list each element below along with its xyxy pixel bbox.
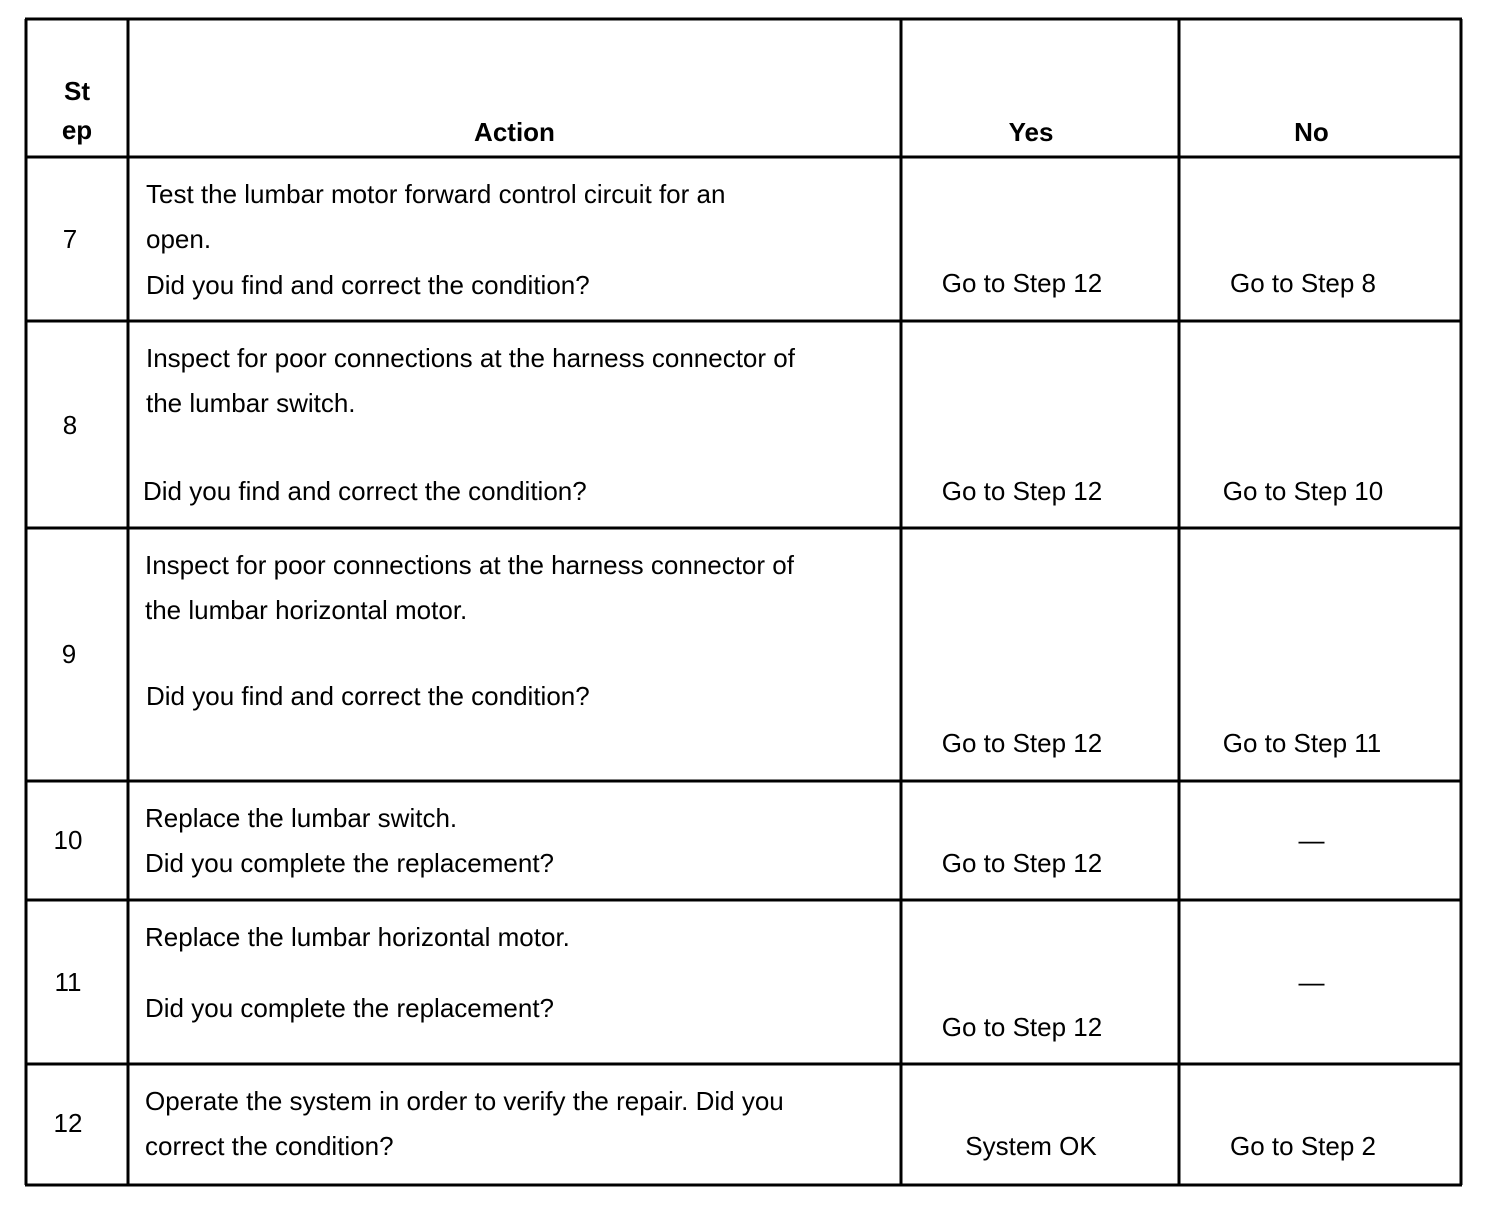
action-text: Replace the lumbar switch.	[145, 803, 458, 833]
action-text: the lumbar switch.	[146, 388, 356, 418]
yes-result: Go to Step 12	[941, 728, 1103, 758]
step-number: 9	[61, 639, 77, 669]
action-text: Test the lumbar motor forward control circuit for an	[146, 179, 726, 209]
action-text: Did you find and correct the condition?	[143, 476, 587, 506]
action-text: Operate the system in order to verify the repair. Did you	[145, 1086, 784, 1116]
step-number: 12	[53, 1108, 83, 1138]
no-result: Go to Step 8	[1230, 268, 1376, 298]
step-number: 11	[54, 967, 82, 997]
no-result: Go to Step 11	[1222, 728, 1382, 758]
step-number: 8	[62, 410, 78, 440]
yes-result: Go to Step 12	[941, 1012, 1103, 1042]
yes-result: System OK	[965, 1131, 1097, 1161]
yes-result: Go to Step 12	[941, 476, 1103, 506]
action-text: correct the condition?	[145, 1131, 394, 1161]
step-number: 10	[53, 825, 83, 855]
yes-result: Go to Step 12	[941, 848, 1103, 878]
action-text: Did you find and correct the condition?	[146, 681, 590, 711]
no-result: Go to Step 2	[1230, 1131, 1376, 1161]
no-result: —	[1298, 825, 1325, 855]
header-yes: Yes	[1008, 117, 1054, 147]
step-number: 7	[62, 224, 78, 254]
yes-result: Go to Step 12	[941, 268, 1103, 298]
action-text: Did you complete the replacement?	[145, 993, 555, 1023]
action-text: Inspect for poor connections at the harness connector of	[145, 550, 794, 580]
action-text: Replace the lumbar horizontal motor.	[145, 922, 570, 952]
action-text: Did you find and correct the condition?	[146, 270, 590, 300]
action-text: the lumbar horizontal motor.	[145, 595, 468, 625]
action-text: Inspect for poor connections at the harness connector of	[146, 343, 795, 373]
no-result: Go to Step 10	[1222, 476, 1384, 506]
header-action: Action	[474, 117, 555, 147]
action-text: open.	[146, 224, 212, 254]
action-text: Did you complete the replacement?	[145, 848, 555, 878]
header-step: St ep	[61, 76, 93, 145]
header-no: No	[1294, 117, 1329, 147]
no-result: —	[1298, 967, 1325, 997]
